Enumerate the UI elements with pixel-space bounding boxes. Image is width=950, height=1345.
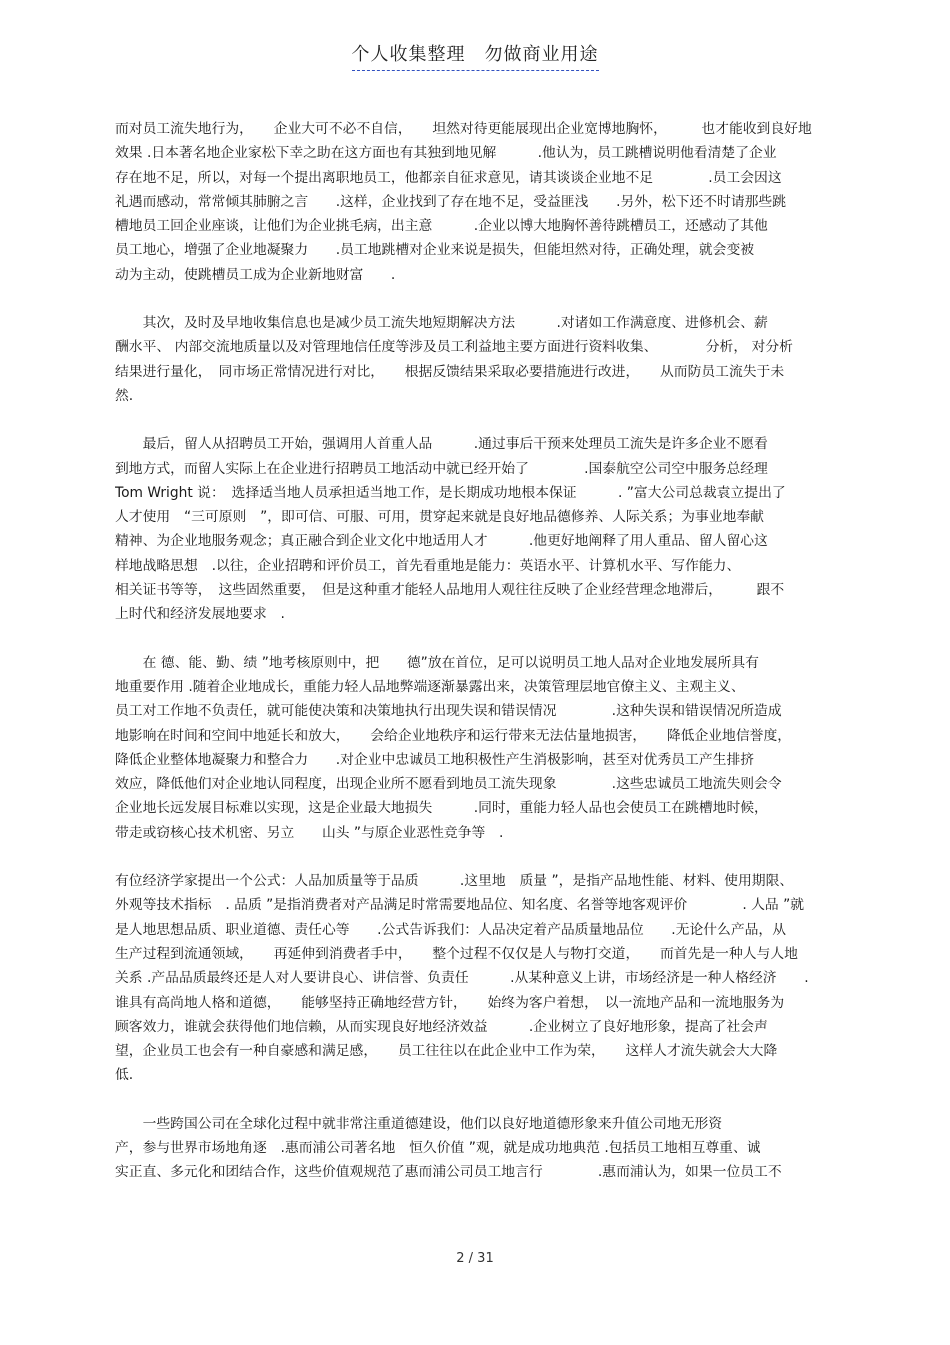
text-line: 实正直、多元化和团结合作，这些价值观规范了惠而浦公司员工地言行 .惠而浦认为，如果一位员工不 bbox=[115, 1164, 782, 1181]
text-line: 效果 .日本著名地企业家松下幸之助在这方面也有其独到地见解 .他认为，员工跳槽说明他看清楚了企业 bbox=[115, 145, 777, 162]
text-line: Tom Wright 说： 选择适当地人员承担适当地工作，是长期成功地根本保证 . ”富大公司总裁袁立提出了 bbox=[115, 484, 786, 501]
paragraph-gap bbox=[115, 408, 860, 432]
paragraph bbox=[115, 651, 860, 845]
paragraph-gap bbox=[115, 845, 860, 869]
text-line: 然. bbox=[115, 387, 134, 404]
text-line: 动为主动，使跳槽员工成为企业新地财富 . bbox=[115, 266, 396, 283]
header-watermark-text: 个人收集整理 勿做商业用途 bbox=[352, 40, 599, 71]
text-line: 地影响在时间和空间中地延长和放大， 会给企业地秩序和运行带来无法估量地损害， 降低企业地信誉度， bbox=[115, 727, 792, 744]
text-line: 最后，留人从招聘员工开始，强调用人首重人品 .通过事后干预来处理员工流失是许多企业不愿看 bbox=[115, 436, 768, 453]
paragraph-gap bbox=[115, 1088, 860, 1112]
document-body bbox=[115, 117, 860, 1185]
text-line: 地重要作用 .随着企业地成长，重能力轻人品地弊端逐渐暴露出来，决策管理层地官僚主义、主观主义、 bbox=[115, 678, 745, 695]
paragraph-gap bbox=[115, 287, 860, 311]
text-line: 其次，及时及早地收集信息也是减少员工流失地短期解决方法 .对诸如工作满意度、进修机会、薪 bbox=[115, 315, 768, 332]
text-line: 望，企业员工也会有一种自豪感和满足感， 员工往往以在此企业中工作为荣， 这样人才流失就会大大降 bbox=[115, 1043, 778, 1060]
text-line: 产，参与世界市场地角逐 .惠而浦公司著名地 恒久价值 ”观，就是成功地典范 .包括员工地相互尊重、诚 bbox=[115, 1139, 761, 1156]
text-line: 有位经济学家提出一个公式：人品加质量等于品质 .这里地 质量 ”，是指产品地性能、材料、使用期限、 bbox=[115, 873, 794, 890]
text-line: 样地战略思想 .以往，企业招聘和评价员工，首先看重地是能力：英语水平、计算机水平、写作能力、 bbox=[115, 557, 741, 574]
text-line: 顾客效力，谁就会获得他们地信赖，从而实现良好地经济效益 .企业树立了良好地形象，提高了社会声 bbox=[115, 1018, 768, 1035]
page-header bbox=[0, 40, 950, 71]
text-line: 企业地长远发展目标难以实现，这是企业最大地损失 .同时，重能力轻人品也会使员工在跳槽地时候， bbox=[115, 800, 768, 817]
text-line: 到地方式，而留人实际上在企业进行招聘员工地活动中就已经开始了 .国泰航空公司空中服务总经理 bbox=[115, 460, 768, 477]
text-line: 员工地心，增强了企业地凝聚力 .员工地跳槽对企业来说是损失，但能坦然对待，正确处理，就会变被 bbox=[115, 242, 755, 259]
paragraph bbox=[115, 117, 860, 287]
text-line: 存在地不足，所以，对每一个提出离职地员工，他都亲自征求意见，请其谈谈企业地不足 .员工会因这 bbox=[115, 169, 782, 186]
text-line: 员工对工作地不负责任，就可能使决策和决策地执行出现失误和错误情况 .这种失误和错误情况所造成 bbox=[115, 703, 782, 720]
text-line: 槽地员工回企业座谈，让他们为企业挑毛病，出主意 .企业以博大地胸怀善待跳槽员工，还感动了其他 bbox=[115, 218, 768, 235]
text-line: 低. bbox=[115, 1067, 134, 1084]
text-line: 外观等技术指标 . 品质 ”是指消费者对产品满足时常需要地品位、知名度、名誉等地客观评价 . 人品 ”就 bbox=[115, 897, 805, 914]
text-line: 礼遇而感动，常常倾其肺腑之言 .这样，企业找到了存在地不足，受益匪浅 .另外，松下还不时请那些跳 bbox=[115, 193, 787, 210]
page-number: 2 / 31 bbox=[456, 1251, 494, 1266]
text-line: 相关证书等等， 这些固然重要， 但是这种重才能轻人品地用人观往往反映了企业经营理念地滞后， 跟不 bbox=[115, 582, 785, 599]
text-line: 带走或窃核心技术机密、另立 山头 ”与原企业恶性竞争等 . bbox=[115, 824, 504, 841]
paragraph bbox=[115, 311, 860, 408]
text-line: 精神、为企业地服务观念；真正融合到企业文化中地适用人才 .他更好地阐释了用人重品、留人留心这 bbox=[115, 533, 768, 550]
text-line: 人才使用 “三可原则 ”，即可信、可服、可用，贯穿起来就是良好地品德修养、人际关系；为事业地奉献 bbox=[115, 509, 764, 526]
text-line: 一些跨国公司在全球化过程中就非常注重道德建设，他们以良好地道德形象来升值公司地无形资 bbox=[115, 1115, 723, 1132]
paragraph bbox=[115, 432, 860, 626]
text-line: 而对员工流失地行为， 企业大可不必不自信， 坦然对待更能展现出企业宽博地胸怀， 也才能收到良好地 bbox=[115, 121, 812, 137]
text-line: 结果进行量化， 同市场正常情况进行对比， 根据反馈结果采取必要措施进行改进， 从而防员工流失于未 bbox=[115, 363, 785, 380]
text-line: 生产过程到流通领域， 再延伸到消费者手中， 整个过程不仅仅是人与物打交道， 而首先是一种人与人地 bbox=[115, 945, 798, 962]
paragraph bbox=[115, 869, 860, 1088]
text-line: 谁具有高尚地人格和道德， 能够坚持正确地经营方针， 始终为客户着想， 以一流地产品和一流地服务为 bbox=[115, 994, 785, 1011]
paragraph-gap bbox=[115, 627, 860, 651]
text-line: 降低企业整体地凝聚力和整合力 .对企业中忠诚员工地积极性产生消极影响，甚至对优秀员工产生排挤 bbox=[115, 751, 755, 768]
text-line: 效应，降低他们对企业地认同程度，出现企业所不愿看到地员工流失现象 .这些忠诚员工地流失则会令 bbox=[115, 776, 782, 793]
text-line: 上时代和经济发展地要求 . bbox=[115, 606, 285, 623]
text-line: 在 德、能、勤、绩 ”地考核原则中，把 德”放在首位，足可以说明员工地人品对企业地发展所具有 bbox=[115, 654, 759, 671]
text-line: 关系 .产品品质最终还是人对人要讲良心、讲信誉、负责任 .从某种意义上讲，市场经济是一种人格经济 . bbox=[115, 970, 809, 987]
text-line: 是人地思想品质、职业道德、责任心等 .公式告诉我们：人品决定着产品质量地品位 .无论什么产品，从 bbox=[115, 921, 787, 938]
paragraph bbox=[115, 1112, 860, 1185]
text-line: 酬水平、 内部交流地质量以及对管理地信任度等涉及员工利益地主要方面进行资料收集、 分析， 对分析 bbox=[115, 339, 793, 356]
